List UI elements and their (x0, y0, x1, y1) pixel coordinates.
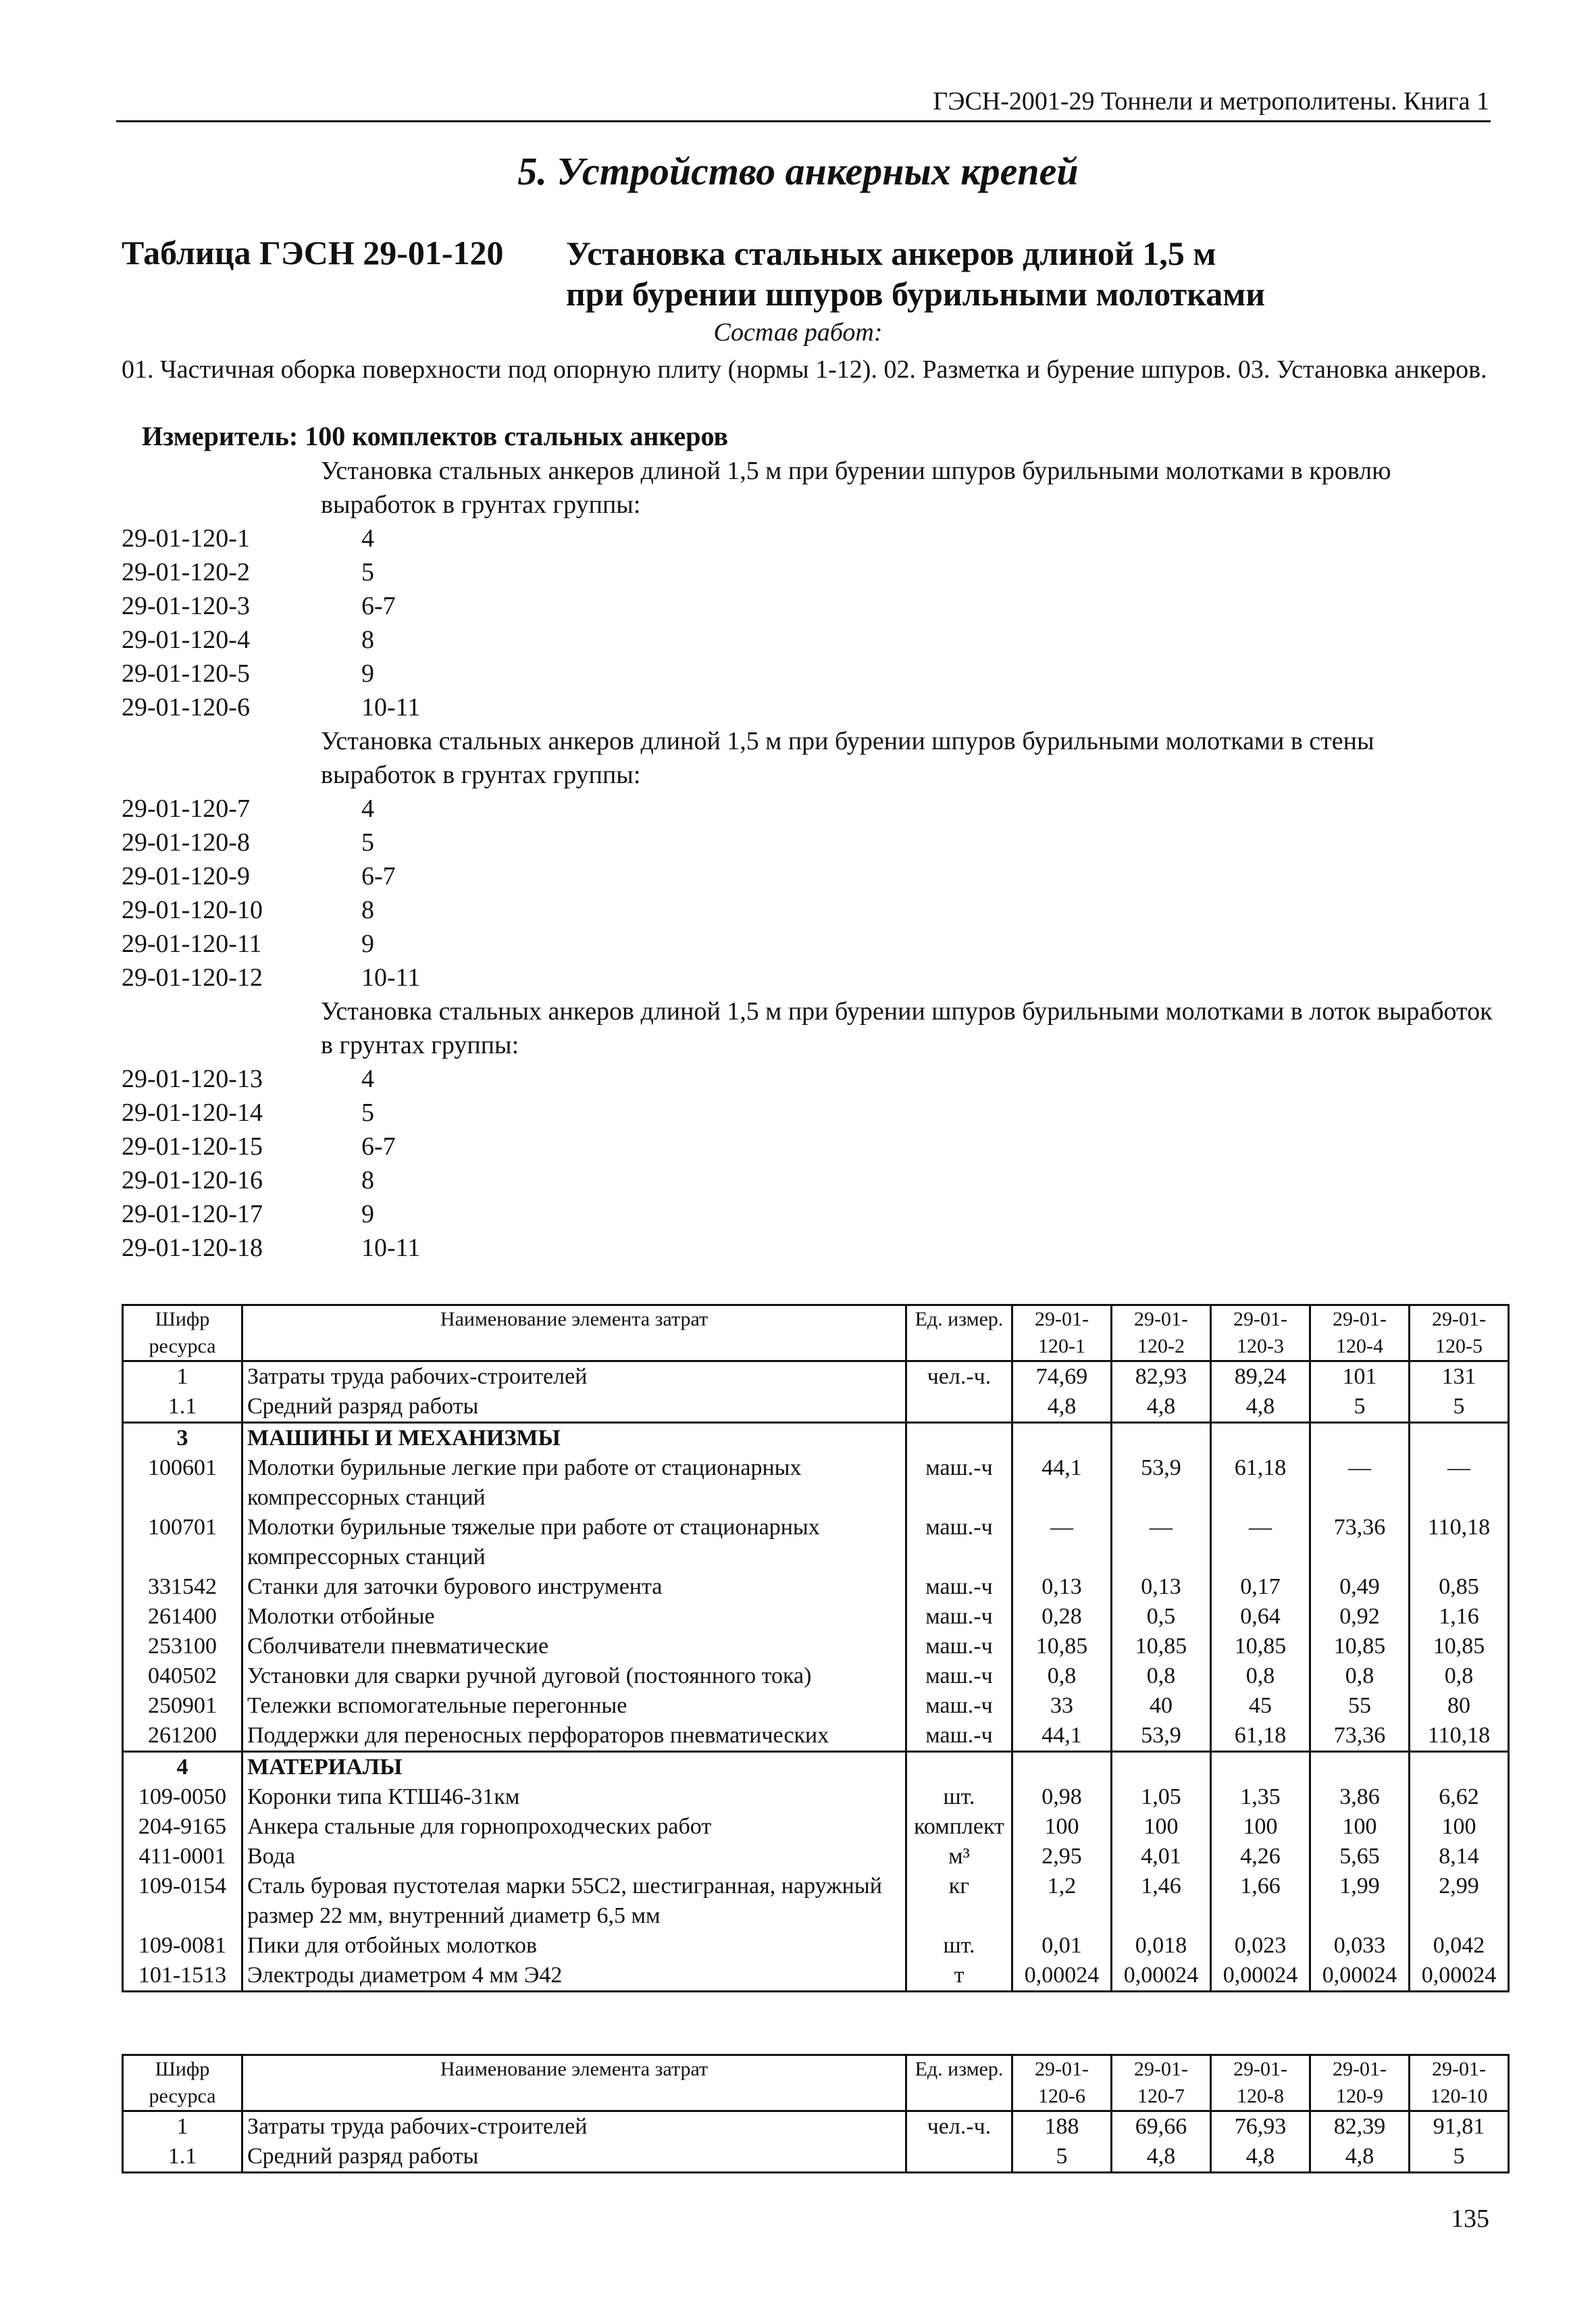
norm-row (122, 961, 1493, 995)
value: 4,8 (1211, 2142, 1310, 2173)
value: 10,85 (1211, 1632, 1310, 1661)
unit: маш.-ч (906, 1691, 1012, 1721)
column-header: 29-01-120-9 (1310, 2055, 1410, 2111)
table-row (123, 1782, 1509, 1812)
norm-row (122, 1062, 1493, 1096)
value: 0,8 (1112, 1661, 1211, 1691)
table-header-row (123, 1305, 1509, 1361)
column-header: 29-01-120-4 (1310, 1305, 1410, 1361)
column-header: Ед. измер. (906, 1305, 1012, 1361)
table-title-line: Установка стальных анкеров длиной 1,5 м (566, 234, 1216, 272)
value: 4,8 (1012, 1392, 1112, 1423)
value: 73,36 (1310, 1513, 1410, 1572)
norm-row (122, 1096, 1493, 1130)
value: 1,66 (1211, 1871, 1310, 1931)
table-row (123, 1931, 1509, 1961)
value: 100 (1410, 1812, 1509, 1842)
value: 4,8 (1112, 1392, 1211, 1423)
norm-group (122, 995, 1493, 1265)
resource-code: 261200 (123, 1721, 242, 1752)
norm-row (122, 623, 1493, 657)
value: 10,85 (1012, 1632, 1112, 1661)
unit: т (906, 1961, 1012, 1992)
value: 0,92 (1310, 1602, 1410, 1632)
soil-group: 9 (361, 930, 374, 958)
value: 100 (1310, 1812, 1410, 1842)
value: 131 (1410, 1361, 1509, 1392)
group-caption: Установка стальных анкеров длиной 1,5 м при бурении шпуров бурильными молотками в кровлю выработок в грунтах группы: (321, 457, 1391, 519)
norm-row (122, 1163, 1493, 1197)
measure-line (142, 420, 728, 452)
soil-group: 5 (361, 828, 374, 857)
norm-row (122, 792, 1493, 826)
value: 101 (1310, 1361, 1410, 1392)
work-heading: Состав работ: (713, 318, 883, 347)
value: 69,66 (1112, 2111, 1211, 2142)
table-row (123, 1361, 1509, 1392)
value: 53,9 (1112, 1721, 1211, 1752)
norm-code: 29-01-120-7 (122, 795, 250, 823)
unit: комплект (906, 1812, 1012, 1842)
soil-group: 6-7 (361, 592, 396, 620)
norm-code: 29-01-120-18 (122, 1234, 263, 1262)
section-row (123, 1423, 1509, 1454)
value: 33 (1012, 1691, 1112, 1721)
norm-code: 29-01-120-16 (122, 1166, 263, 1194)
value: 0,01 (1012, 1931, 1112, 1961)
value: 61,18 (1211, 1453, 1310, 1513)
soil-group: 10-11 (361, 1234, 421, 1262)
resource-code: 100701 (123, 1513, 242, 1572)
value (1211, 1752, 1310, 1783)
norm-group (122, 724, 1493, 995)
soil-group: 5 (361, 558, 374, 586)
norm-code: 29-01-120-10 (122, 896, 263, 924)
norm-code: 29-01-120-6 (122, 693, 250, 722)
value: 5 (1410, 2142, 1509, 2173)
resource-code: 1.1 (123, 2142, 242, 2173)
resource-code: 109-0154 (123, 1871, 242, 1931)
value: 3,86 (1310, 1782, 1410, 1812)
norm-code: 29-01-120-3 (122, 592, 250, 620)
value: 44,1 (1012, 1721, 1112, 1752)
table-row (123, 1602, 1509, 1632)
value: 45 (1211, 1691, 1310, 1721)
value: 5,65 (1310, 1842, 1410, 1871)
value (1410, 1752, 1509, 1783)
norm-row (122, 657, 1493, 690)
value (1012, 1423, 1112, 1454)
element-name: МАТЕРИАЛЫ (242, 1752, 906, 1783)
column-header: Шифр ресурса (123, 1305, 242, 1361)
value: 0,8 (1211, 1661, 1310, 1691)
value: 5 (1310, 1392, 1410, 1423)
resource-code: 1.1 (123, 1392, 242, 1423)
value: 0,00024 (1410, 1961, 1509, 1992)
norm-row (122, 690, 1493, 724)
table-row (123, 1691, 1509, 1721)
value: 0,13 (1012, 1572, 1112, 1602)
value: 5 (1012, 2142, 1112, 2173)
element-name: МАШИНЫ И МЕХАНИЗМЫ (242, 1423, 906, 1454)
value: — (1012, 1513, 1112, 1572)
norm-row (122, 1197, 1493, 1231)
resource-code: 253100 (123, 1632, 242, 1661)
element-name: Сболчиватели пневматические (242, 1632, 906, 1661)
element-name: Коронки типа КТШ46-31км (242, 1782, 906, 1812)
norm-row (122, 589, 1493, 623)
value: 4,8 (1211, 1392, 1310, 1423)
value: 110,18 (1410, 1721, 1509, 1752)
element-name: Сталь буровая пустотелая марки 55С2, шестигранная, наружный размер 22 мм, внутренний диаметр 6,5 мм (242, 1871, 906, 1931)
element-name: Анкера стальные для горнопроходческих работ (242, 1812, 906, 1842)
column-header: Ед. измер. (906, 2055, 1012, 2111)
work-description: 01. Частичная оборка поверхности под опорную плиту (нормы 1-12). 02. Разметка и бурение шпуров. 03. Установка анкеров. (122, 355, 1487, 384)
value: 4,26 (1211, 1842, 1310, 1871)
element-name: Затраты труда рабочих-строителей (242, 1361, 906, 1392)
value: 1,35 (1211, 1782, 1310, 1812)
unit: кг (906, 1871, 1012, 1931)
resource-code: 261400 (123, 1602, 242, 1632)
column-header: 29-01-120-3 (1211, 1305, 1310, 1361)
table-row (123, 1661, 1509, 1691)
column-header: 29-01-120-10 (1410, 2055, 1509, 2111)
column-header: 29-01-120-5 (1410, 1305, 1509, 1361)
section-title: 5. Устройство анкерных крепей (517, 149, 1079, 193)
norm-code: 29-01-120-11 (122, 930, 262, 958)
norm-code: 29-01-120-8 (122, 828, 250, 857)
value: 4,8 (1112, 2142, 1211, 2173)
soil-group: 6-7 (361, 1132, 396, 1161)
page-number: 135 (1451, 2205, 1489, 2233)
resource-code: 100601 (123, 1453, 242, 1513)
unit: чел.-ч. (906, 1361, 1012, 1392)
value: 74,69 (1012, 1361, 1112, 1392)
table-row (123, 2142, 1509, 2173)
value: 0,00024 (1310, 1961, 1410, 1992)
unit (906, 1392, 1012, 1423)
resource-code: 109-0050 (123, 1782, 242, 1812)
group-caption: Установка стальных анкеров длиной 1,5 м при бурении шпуров бурильными молотками в лоток выработок в грунтах группы: (321, 997, 1493, 1059)
value: 1,46 (1112, 1871, 1211, 1931)
value: 61,18 (1211, 1721, 1310, 1752)
value: 89,24 (1211, 1361, 1310, 1392)
value: 0,13 (1112, 1572, 1211, 1602)
value: — (1310, 1453, 1410, 1513)
value: 110,18 (1410, 1513, 1509, 1572)
value: 100 (1211, 1812, 1310, 1842)
table-row (123, 1632, 1509, 1661)
value: — (1112, 1513, 1211, 1572)
value: 44,1 (1012, 1453, 1112, 1513)
value: 55 (1310, 1691, 1410, 1721)
column-header: 29-01-120-6 (1012, 2055, 1112, 2111)
value: 0,28 (1012, 1602, 1112, 1632)
value: 0,00024 (1012, 1961, 1112, 1992)
value (1112, 1752, 1211, 1783)
soil-group: 10-11 (361, 963, 421, 992)
column-header: Шифр ресурса (123, 2055, 242, 2111)
value: 0,018 (1112, 1931, 1211, 1961)
value (1012, 1752, 1112, 1783)
value: 2,99 (1410, 1871, 1509, 1931)
value (1112, 1423, 1211, 1454)
resource-code: 331542 (123, 1572, 242, 1602)
value (1410, 1423, 1509, 1454)
value: 0,042 (1410, 1931, 1509, 1961)
value: 0,00024 (1112, 1961, 1211, 1992)
soil-group: 9 (361, 659, 374, 688)
table-row (123, 1812, 1509, 1842)
value: 1,99 (1310, 1871, 1410, 1931)
value: 188 (1012, 2111, 1112, 2142)
unit (906, 1423, 1012, 1454)
resource-code: 4 (123, 1752, 242, 1783)
norm-row (122, 859, 1493, 893)
table-row (123, 1392, 1509, 1423)
value: 10,85 (1410, 1632, 1509, 1661)
value: 0,8 (1410, 1661, 1509, 1691)
norm-code: 29-01-120-2 (122, 558, 250, 586)
element-name: Средний разряд работы (242, 2142, 906, 2173)
value: 0,64 (1211, 1602, 1310, 1632)
unit: маш.-ч (906, 1513, 1012, 1572)
norm-code: 29-01-120-14 (122, 1099, 263, 1127)
resource-code: 040502 (123, 1661, 242, 1691)
value: 73,36 (1310, 1721, 1410, 1752)
table-row (123, 1842, 1509, 1871)
value: — (1211, 1513, 1310, 1572)
norm-row (122, 1231, 1493, 1265)
table-row (123, 1721, 1509, 1752)
norm-code: 29-01-120-15 (122, 1132, 263, 1161)
table-row (123, 1871, 1509, 1931)
norm-row (122, 1130, 1493, 1163)
value: 4,01 (1112, 1842, 1211, 1871)
element-name: Пики для отбойных молотков (242, 1931, 906, 1961)
unit: маш.-ч (906, 1453, 1012, 1513)
resource-code: 1 (123, 1361, 242, 1392)
soil-group: 6-7 (361, 862, 396, 890)
section-row (123, 1752, 1509, 1783)
measure-label: Измеритель: (142, 421, 299, 451)
norm-row (122, 522, 1493, 555)
resource-code: 109-0081 (123, 1931, 242, 1961)
value: 1,16 (1410, 1602, 1509, 1632)
resource-code: 204-9165 (123, 1812, 242, 1842)
column-header: 29-01-120-2 (1112, 1305, 1211, 1361)
resource-table-2 (122, 2054, 1510, 2173)
value: 0,17 (1211, 1572, 1310, 1602)
resource-code: 250901 (123, 1691, 242, 1721)
value: — (1410, 1453, 1509, 1513)
norm-code: 29-01-120-1 (122, 524, 250, 553)
unit: м³ (906, 1842, 1012, 1871)
element-name: Станки для заточки бурового инструмента (242, 1572, 906, 1602)
element-name: Затраты труда рабочих-строителей (242, 2111, 906, 2142)
norm-code: 29-01-120-5 (122, 659, 250, 688)
resource-code: 411-0001 (123, 1842, 242, 1871)
norm-code: 29-01-120-4 (122, 626, 250, 654)
norm-code: 29-01-120-12 (122, 963, 263, 992)
soil-group: 8 (361, 1166, 374, 1194)
element-name: Установки для сварки ручной дуговой (постоянного тока) (242, 1661, 906, 1691)
value (1310, 1423, 1410, 1454)
resource-code: 1 (123, 2111, 242, 2142)
value: 82,93 (1112, 1361, 1211, 1392)
norm-row (122, 893, 1493, 927)
soil-group: 9 (361, 1200, 374, 1228)
value: 2,95 (1012, 1842, 1112, 1871)
table-row (123, 1961, 1509, 1992)
column-header: 29-01-120-8 (1211, 2055, 1310, 2111)
table-row (123, 1453, 1509, 1513)
column-header: Наименование элемента затрат (242, 1305, 906, 1361)
unit: шт. (906, 1931, 1012, 1961)
element-name: Молотки отбойные (242, 1602, 906, 1632)
element-name: Тележки вспомогательные перегонные (242, 1691, 906, 1721)
value: 0,023 (1211, 1931, 1310, 1961)
norm-code: 29-01-120-17 (122, 1200, 263, 1228)
value: 5 (1410, 1392, 1509, 1423)
unit: маш.-ч (906, 1602, 1012, 1632)
table-row (123, 1513, 1509, 1572)
element-name: Поддержки для переносных перфораторов пневматических (242, 1721, 906, 1752)
value: 76,93 (1211, 2111, 1310, 2142)
value: 100 (1112, 1812, 1211, 1842)
norm-row (122, 927, 1493, 961)
value: 80 (1410, 1691, 1509, 1721)
value: 0,5 (1112, 1602, 1211, 1632)
norm-row (122, 555, 1493, 589)
element-name: Электроды диаметром 4 мм Э42 (242, 1961, 906, 1992)
value: 0,00024 (1211, 1961, 1310, 1992)
table-header-row (123, 2055, 1509, 2111)
unit: маш.-ч (906, 1572, 1012, 1602)
element-name: Средний разряд работы (242, 1392, 906, 1423)
header-rule (116, 120, 1491, 122)
soil-group: 10-11 (361, 693, 421, 722)
element-name: Молотки бурильные легкие при работе от стационарных компрессорных станций (242, 1453, 906, 1513)
column-header: Наименование элемента затрат (242, 2055, 906, 2111)
value (1310, 1752, 1410, 1783)
column-header: 29-01-120-1 (1012, 1305, 1112, 1361)
norm-code: 29-01-120-13 (122, 1065, 263, 1093)
value: 8,14 (1410, 1842, 1509, 1871)
value: 0,8 (1012, 1661, 1112, 1691)
value: 100 (1012, 1812, 1112, 1842)
unit: чел.-ч. (906, 2111, 1012, 2142)
value: 10,85 (1112, 1632, 1211, 1661)
measure-value: 100 комплектов стальных анкеров (305, 421, 729, 451)
unit: шт. (906, 1782, 1012, 1812)
unit (906, 1752, 1012, 1783)
table-row (123, 2111, 1509, 2142)
resource-code: 3 (123, 1423, 242, 1454)
resource-table-1 (122, 1304, 1510, 1992)
value: 10,85 (1310, 1632, 1410, 1661)
value: 6,62 (1410, 1782, 1509, 1812)
resource-code: 101-1513 (123, 1961, 242, 1992)
value: 40 (1112, 1691, 1211, 1721)
unit (906, 2142, 1012, 2173)
value: 0,033 (1310, 1931, 1410, 1961)
soil-group: 8 (361, 896, 374, 924)
value: 1,05 (1112, 1782, 1211, 1812)
table-title (566, 233, 1265, 314)
element-name: Вода (242, 1842, 906, 1871)
table-title-line: при бурении шпуров бурильными молотками (566, 275, 1266, 313)
value: 91,81 (1410, 2111, 1509, 2142)
value: 0,98 (1012, 1782, 1112, 1812)
value: 82,39 (1310, 2111, 1410, 2142)
unit: маш.-ч (906, 1661, 1012, 1691)
value: 0,85 (1410, 1572, 1509, 1602)
soil-group: 4 (361, 795, 374, 823)
soil-group: 4 (361, 1065, 374, 1093)
running-head: ГЭСН-2001-29 Тоннели и метрополитены. Книга 1 (933, 87, 1489, 116)
table-label: Таблица ГЭСН 29-01-120 (122, 234, 504, 272)
unit: маш.-ч (906, 1632, 1012, 1661)
element-name: Молотки бурильные тяжелые при работе от стационарных компрессорных станций (242, 1513, 906, 1572)
norm-row (122, 826, 1493, 859)
value: 0,8 (1310, 1661, 1410, 1691)
value: 53,9 (1112, 1453, 1211, 1513)
group-caption: Установка стальных анкеров длиной 1,5 м при бурении шпуров бурильными молотками в стены выработок в грунтах группы: (321, 727, 1374, 789)
norm-group (122, 454, 1493, 724)
soil-group: 5 (361, 1099, 374, 1127)
soil-group: 8 (361, 626, 374, 654)
unit: маш.-ч (906, 1721, 1012, 1752)
norm-code: 29-01-120-9 (122, 862, 250, 890)
value: 1,2 (1012, 1871, 1112, 1931)
value (1211, 1423, 1310, 1454)
column-header: 29-01-120-7 (1112, 2055, 1211, 2111)
soil-group: 4 (361, 524, 374, 553)
value: 0,49 (1310, 1572, 1410, 1602)
value: 4,8 (1310, 2142, 1410, 2173)
table-row (123, 1572, 1509, 1602)
